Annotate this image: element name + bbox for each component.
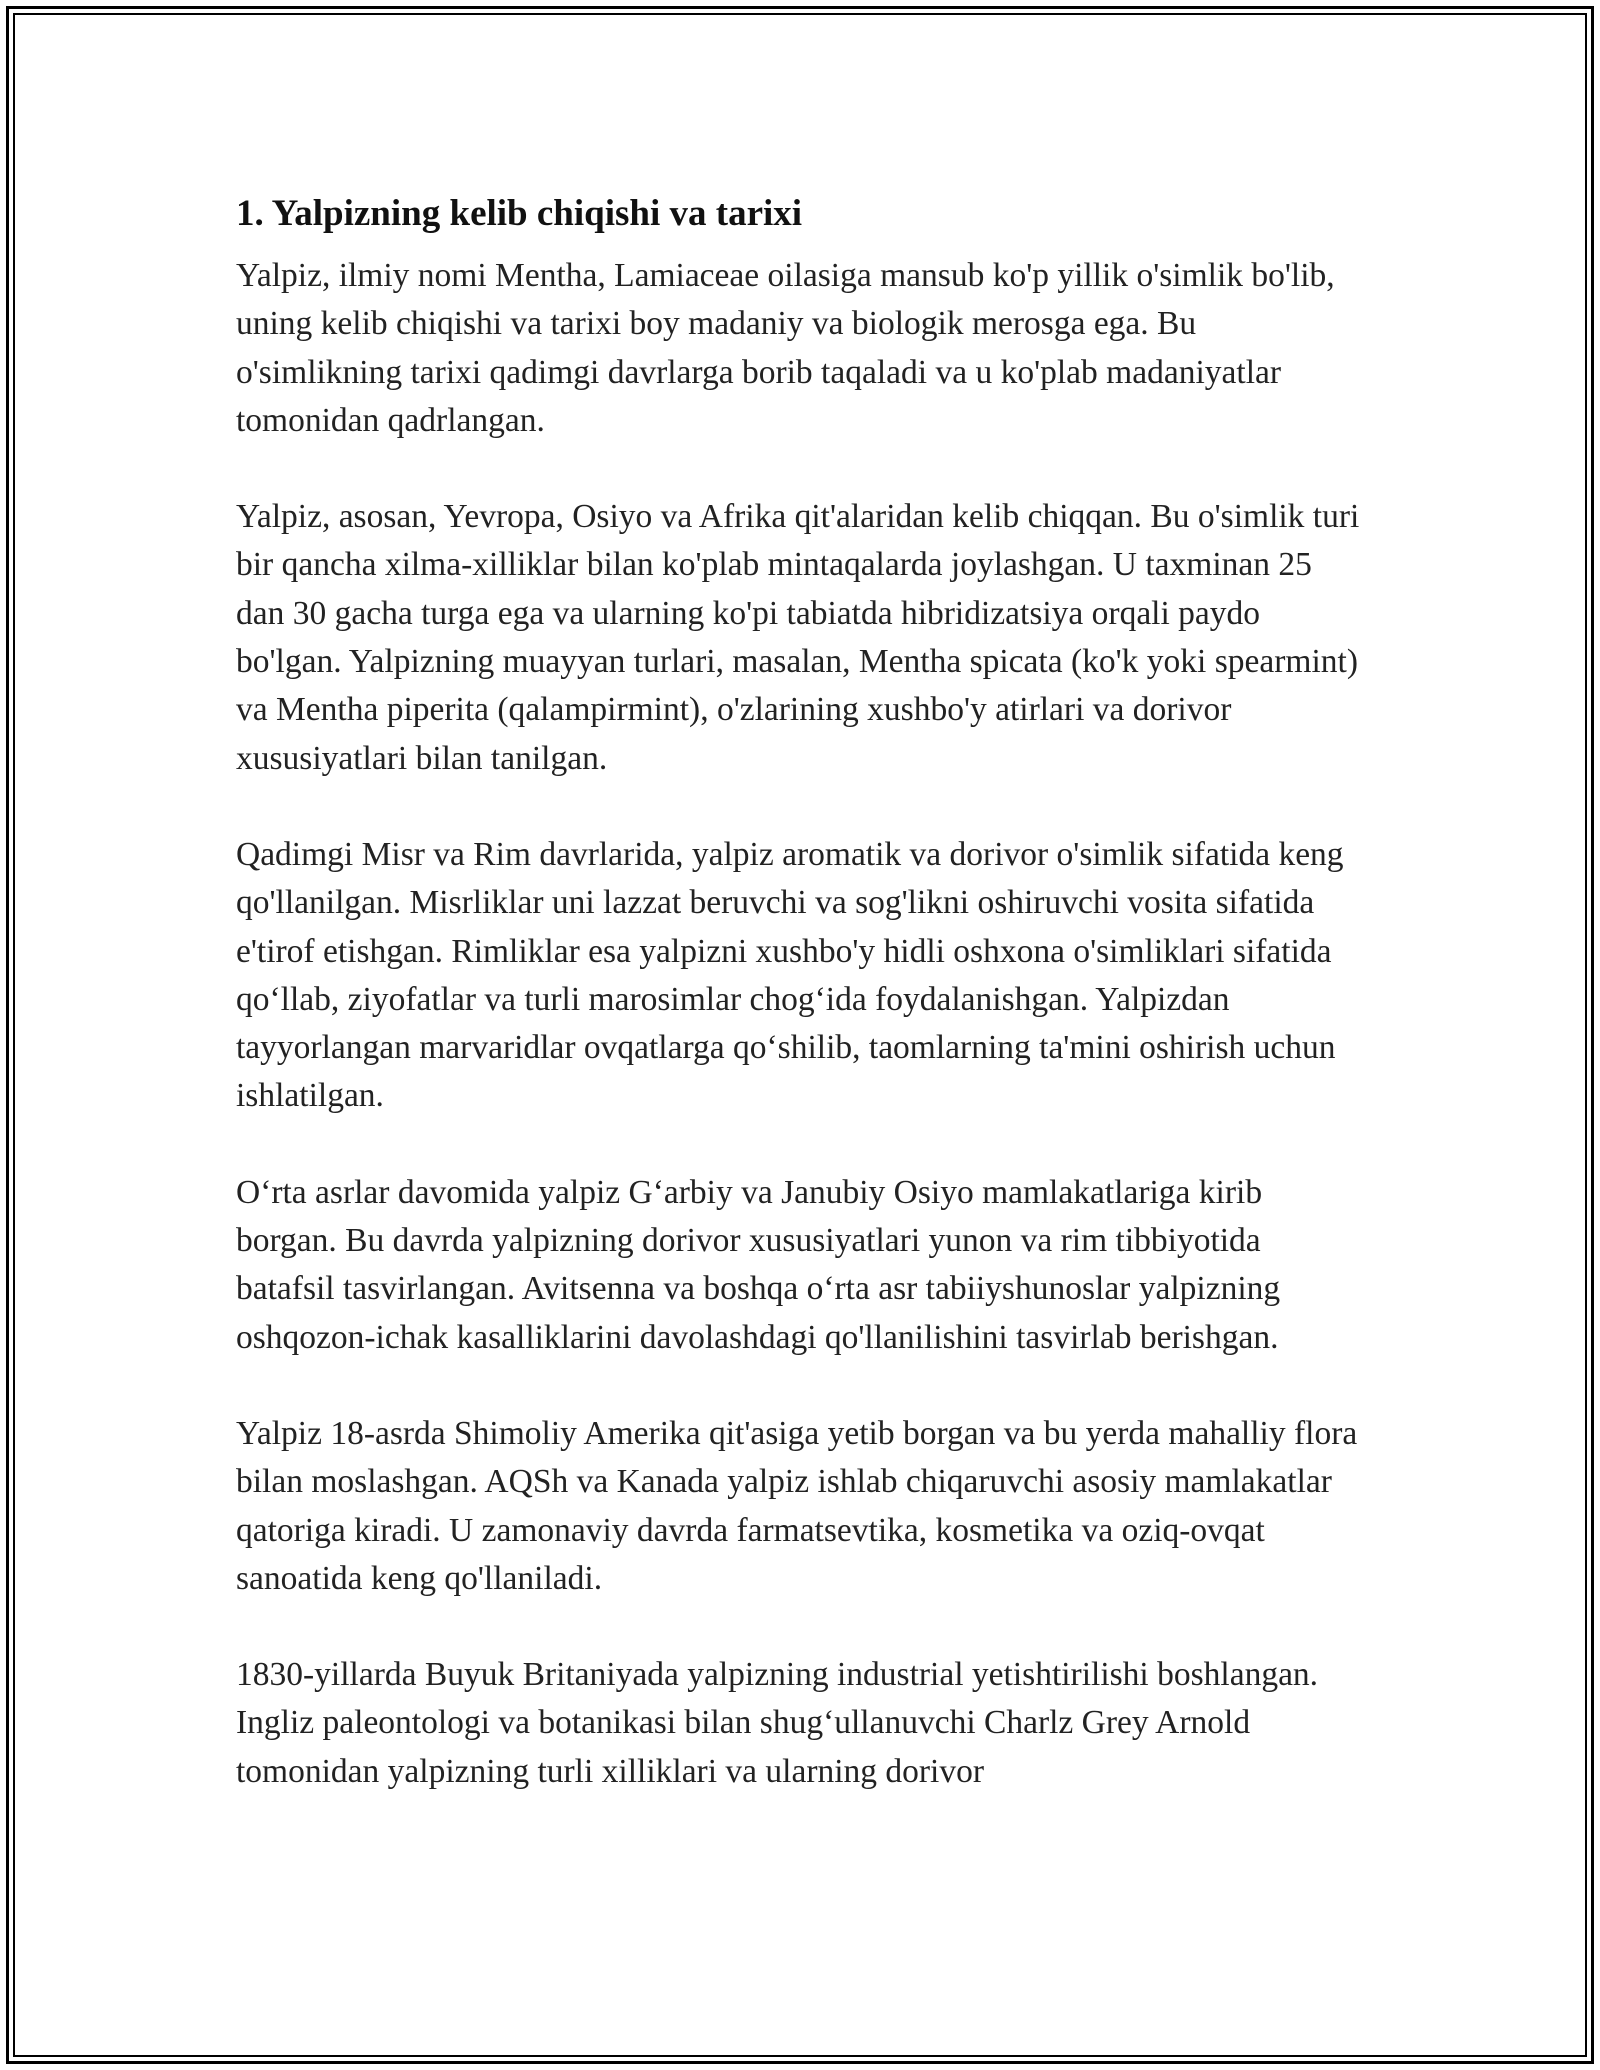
section-heading: 1. Yalpizning kelib chiqishi va tarixi bbox=[236, 193, 803, 234]
paragraph-geographic-origin: Yalpiz, asosan, Yevropa, Osiyo va Afrika qit'alaridan kelib chiqqan. Bu o'simlik turi bir qancha xilma-xilliklar bilan ko'plab mintaqalarda joylashgan. U taxminan 25 dan 30 gacha turga ega va ularning ko'pi tabiatda hibridizatsiya orqali paydo bo'lgan. Yalpizning muayyan turlari, masalan, Mentha spicata (ko'k yoki spearmint) va Mentha piperita (qalampirmint), o'zlarining xushbo'y atirlari va dorivor xususiyatlari bilan tanilgan. bbox=[236, 498, 1360, 777]
paragraph-ancient-egypt-rome: Qadimgi Misr va Rim davrlarida, yalpiz aromatik va dorivor o'simlik sifatida keng qo'llanilgan. Misrliklar uni lazzat beruvchi va sog'likni oshiruvchi vosita sifatida e'tirof etishgan. Rimliklar esa yalpizni xushbo'y hidli oshxona o'simliklari sifatida qo‘llab, ziyofatlar va turli marosimlar chog‘ida foydalanishgan. Yalpizdan tayyorlangan marvaridlar ovqatlarga qo‘shilib, taomlarning ta'mini oshirish uchun ishlatilgan. bbox=[236, 835, 1344, 1115]
paragraph-great-britain: 1830-yillarda Buyuk Britaniyada yalpizning industrial yetishtirilishi boshlangan. Ingliz paleontologi va botanikasi bilan shug‘ullanuvchi Charlz Grey Arnold tomonidan yalpizning turli xilliklari va ularning dorivor bbox=[236, 1656, 1319, 1790]
paragraph-origin-intro: Yalpiz, ilmiy nomi Mentha, Lamiaceae oilasiga mansub ko'p yillik o'simlik bo'lib, uning kelib chiqishi va tarixi boy madaniy va biologik merosga ega. Bu o'simlikning tarixi qadimgi davrlarga borib taqaladi va u ko'plab madaniyatlar tomonidan qadrlangan. bbox=[236, 257, 1335, 439]
paragraph-north-america: Yalpiz 18-asrda Shimoliy Amerika qit'asiga yetib borgan va bu yerda mahalliy flora bilan moslashgan. AQSh va Kanada yalpiz ishlab chiqaruvchi asosiy mamlakatlar qatoriga kiradi. U zamonaviy davrda farmatsevtika, kosmetika va oziq-ovqat sanoatida keng qo'llaniladi. bbox=[236, 1414, 1358, 1597]
paragraph-middle-ages: O‘rta asrlar davomida yalpiz G‘arbiy va Janubiy Osiyo mamlakatlariga kirib borgan. Bu davrda yalpizning dorivor xususiyatlari yunon va rim tibbiyotida batafsil tasvirlangan. Avitsenna va boshqa o‘rta asr tabiiyshunoslar yalpizning oshqozon-ichak kasalliklarini davolashdagi qo'llanilishini tasvirlab berishgan. bbox=[236, 1173, 1281, 1356]
document-body bbox=[236, 186, 1366, 1844]
